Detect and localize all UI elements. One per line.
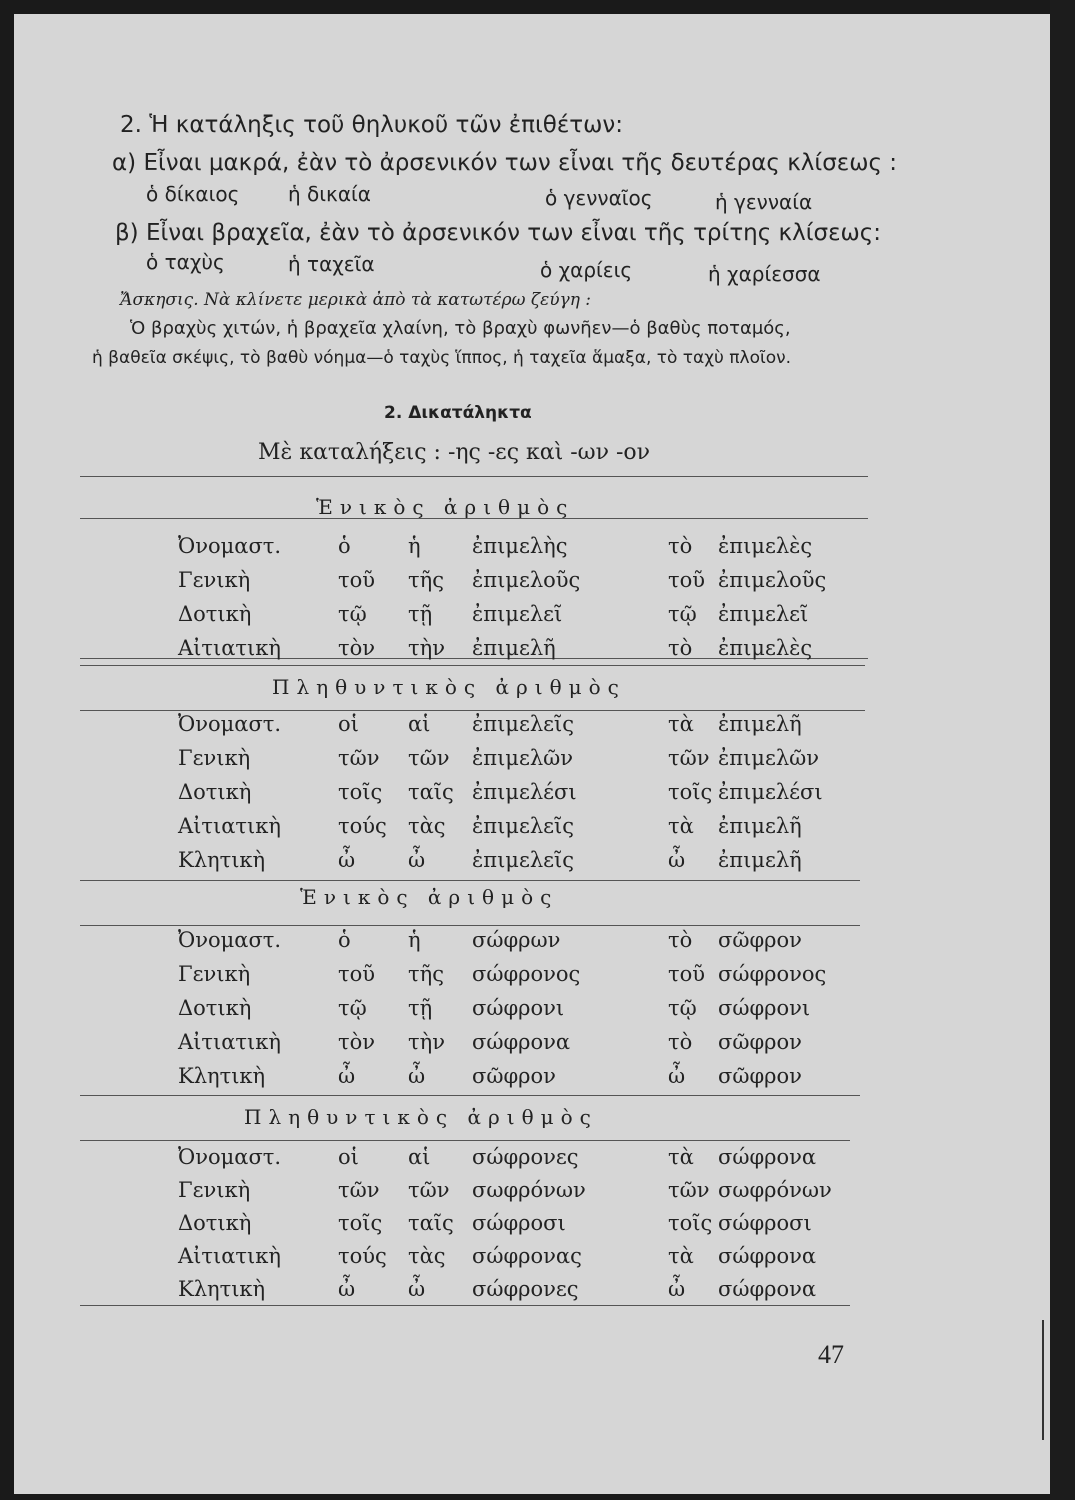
example-a-2: ἡ δικαία <box>288 182 371 206</box>
fem-article: τὴν <box>408 1030 445 1054</box>
neut-article: τοῖς <box>668 1211 713 1235</box>
fem-article: τῇ <box>408 602 433 626</box>
masc-fem-form: ἐπιμελεῖ <box>472 602 563 626</box>
fem-article: ὦ <box>408 1277 426 1301</box>
table-header: Ἑνικὸς ἀριθμὸς <box>316 495 575 519</box>
case-label: Γενικὴ <box>178 568 251 592</box>
fem-article: ὦ <box>408 1064 426 1088</box>
neut-article: τοῦ <box>668 568 706 592</box>
masc-article: τὸν <box>338 636 376 660</box>
case-label: Ὀνομαστ. <box>178 534 282 558</box>
neut-article: ὦ <box>668 1064 686 1088</box>
neut-form: ἐπιμελῆ <box>718 848 802 872</box>
fem-article: αἱ <box>408 712 431 736</box>
table-rule-line <box>80 925 860 926</box>
fem-article: ταῖς <box>408 1211 454 1235</box>
example-a-4: ἡ γενναία <box>715 190 813 214</box>
masc-fem-form: ἐπιμελεῖς <box>472 848 575 872</box>
case-label: Δοτικὴ <box>178 1211 252 1235</box>
neut-article: τὸ <box>668 636 693 660</box>
exercise-title: Ἄσκησις. Νὰ κλίνετε μερικὰ ἀπὸ τὰ κατωτέρω ζεύγη : <box>120 290 592 310</box>
neut-article: τὸ <box>668 1030 693 1054</box>
table-rule-line <box>80 1140 850 1141</box>
neut-article: τὰ <box>668 1244 694 1268</box>
masc-article: ὁ <box>338 534 351 558</box>
masc-article: τῷ <box>338 996 367 1020</box>
table-rule-line <box>80 710 865 711</box>
section-title: 2. Δικατάληκτα <box>384 403 532 423</box>
neut-article: τῷ <box>668 602 697 626</box>
neut-form: σώφρονα <box>718 1145 817 1169</box>
fem-article: ὦ <box>408 848 426 872</box>
case-label: Δοτικὴ <box>178 602 252 626</box>
neut-article: τῷ <box>668 996 697 1020</box>
case-label: Κλητικὴ <box>178 1064 266 1088</box>
neut-form: ἐπιμελέσι <box>718 780 823 804</box>
neut-form: ἐπιμελεῖ <box>718 602 809 626</box>
example-b-3: ὁ χαρίεις <box>540 258 633 282</box>
neut-article: τὸ <box>668 534 693 558</box>
table-header: Ἑνικὸς ἀριθμὸς <box>300 885 559 909</box>
table-rule-line <box>80 1305 850 1306</box>
case-label: Αἰτιατικὴ <box>178 814 281 838</box>
example-b-2: ἡ ταχεῖα <box>288 252 375 276</box>
masc-article: τοῦ <box>338 962 376 986</box>
fem-article: τὴν <box>408 636 445 660</box>
masc-fem-form: σώφρονες <box>472 1145 579 1169</box>
case-label: Αἰτιατικὴ <box>178 1030 281 1054</box>
masc-fem-form: ἐπιμελοῦς <box>472 568 581 592</box>
neut-form: ἐπιμελοῦς <box>718 568 827 592</box>
masc-fem-form: ἐπιμελῆ <box>472 636 556 660</box>
masc-fem-form: σῶφρον <box>472 1064 556 1088</box>
masc-fem-form: ἐπιμελεῖς <box>472 712 575 736</box>
masc-article: τούς <box>338 814 387 838</box>
table-header: Πληθυντικὸς ἀριθμὸς <box>272 675 626 699</box>
rule-a-text: α) Εἶναι μακρά, ἐὰν τὸ ἀρσενικόν των εἶναι τῆς δευτέρας κλίσεως : <box>112 150 898 176</box>
case-label: Δοτικὴ <box>178 996 252 1020</box>
case-label: Γενικὴ <box>178 1178 251 1202</box>
case-label: Δοτικὴ <box>178 780 252 804</box>
masc-fem-form: σωφρόνων <box>472 1178 586 1202</box>
neut-article: τὰ <box>668 712 694 736</box>
neut-form: σώφρονα <box>718 1244 817 1268</box>
fem-article: τὰς <box>408 814 446 838</box>
fem-article: ταῖς <box>408 780 454 804</box>
masc-fem-form: σώφροσι <box>472 1211 566 1235</box>
neut-form: ἐπιμελὲς <box>718 534 813 558</box>
case-label: Ὀνομαστ. <box>178 928 282 952</box>
rule-heading: 2. Ἡ κατάληξις τοῦ θηλυκοῦ τῶν ἐπιθέτων: <box>120 112 624 138</box>
neut-form: σώφροσι <box>718 1211 812 1235</box>
masc-fem-form: ἐπιμελῶν <box>472 746 574 770</box>
masc-fem-form: ἐπιμελὴς <box>472 534 568 558</box>
page-number: 47 <box>818 1340 844 1369</box>
fem-article: τῆς <box>408 962 444 986</box>
masc-fem-form: σώφρονος <box>472 962 581 986</box>
neut-form: σώφρονος <box>718 962 827 986</box>
neut-article: τὸ <box>668 928 693 952</box>
table-rule-line <box>80 665 865 666</box>
neut-form: ἐπιμελῶν <box>718 746 820 770</box>
case-label: Γενικὴ <box>178 746 251 770</box>
neut-form: ἐπιμελῆ <box>718 814 802 838</box>
neut-form: σῶφρον <box>718 1064 802 1088</box>
masc-article: τοῖς <box>338 780 383 804</box>
fem-article: τὰς <box>408 1244 446 1268</box>
scan-edge <box>1050 0 1075 1500</box>
exercise-line-2: ἡ βαθεῖα σκέψις, τὸ βαθὺ νόημα—ὁ ταχὺς ἵππος, ἡ ταχεῖα ἅμαξα, τὸ ταχὺ πλοῖον. <box>92 348 792 368</box>
neut-form: ἐπιμελὲς <box>718 636 813 660</box>
case-label: Ὀνομαστ. <box>178 712 282 736</box>
neut-form: σώφρονι <box>718 996 811 1020</box>
case-label: Ὀνομαστ. <box>178 1145 282 1169</box>
masc-fem-form: ἐπιμελέσι <box>472 780 577 804</box>
table-rule-line <box>80 880 860 881</box>
example-b-1: ὁ ταχὺς <box>146 250 225 274</box>
masc-article: τῶν <box>338 1178 380 1202</box>
rule-b-text: β) Εἶναι βραχεῖα, ἐὰν τὸ ἀρσενικόν των εἶναι τῆς τρίτης κλίσεως: <box>115 220 882 246</box>
fem-article: τῶν <box>408 1178 450 1202</box>
example-a-1: ὁ δίκαιος <box>146 182 240 206</box>
neut-article: τὰ <box>668 1145 694 1169</box>
masc-article: τὸν <box>338 1030 376 1054</box>
case-label: Κλητικὴ <box>178 848 266 872</box>
neut-article: τοῖς <box>668 780 713 804</box>
case-label: Αἰτιατικὴ <box>178 1244 281 1268</box>
neut-article: τὰ <box>668 814 694 838</box>
neut-article: ὦ <box>668 848 686 872</box>
table-header: Πληθυντικὸς ἀριθμὸς <box>244 1105 598 1129</box>
neut-form: σωφρόνων <box>718 1178 832 1202</box>
neut-article: ὦ <box>668 1277 686 1301</box>
example-a-3: ὁ γενναῖος <box>545 186 653 210</box>
fem-article: τῇ <box>408 996 433 1020</box>
neut-form: ἐπιμελῆ <box>718 712 802 736</box>
example-b-4: ἡ χαρίεσσα <box>708 262 821 286</box>
masc-article: ὦ <box>338 848 356 872</box>
page-edge-mark <box>1042 1320 1044 1440</box>
case-label: Γενικὴ <box>178 962 251 986</box>
table-rule-line <box>80 1095 860 1096</box>
masc-article: τῶν <box>338 746 380 770</box>
masc-article: τοῖς <box>338 1211 383 1235</box>
section-subtitle: Μὲ καταλήξεις : -ης -ες καὶ -ων -ον <box>258 440 651 465</box>
masc-fem-form: σώφρονας <box>472 1244 582 1268</box>
fem-article: ἡ <box>408 928 421 952</box>
neut-article: τῶν <box>668 1178 710 1202</box>
fem-article: τῶν <box>408 746 450 770</box>
case-label: Κλητικὴ <box>178 1277 266 1301</box>
masc-fem-form: σώφρονα <box>472 1030 571 1054</box>
masc-fem-form: σώφρονι <box>472 996 565 1020</box>
fem-article: τῆς <box>408 568 444 592</box>
masc-article: τούς <box>338 1244 387 1268</box>
fem-article: ἡ <box>408 534 421 558</box>
neut-article: τοῦ <box>668 962 706 986</box>
masc-article: οἱ <box>338 712 359 736</box>
case-label: Αἰτιατικὴ <box>178 636 281 660</box>
neut-form: σῶφρον <box>718 1030 802 1054</box>
exercise-line-1: Ὁ βραχὺς χιτών, ἡ βραχεῖα χλαίνη, τὸ βραχὺ φωνῆεν—ὁ βαθὺς ποταμός, <box>130 318 791 339</box>
masc-article: οἱ <box>338 1145 359 1169</box>
table-rule-line <box>80 476 868 477</box>
masc-article: ὦ <box>338 1277 356 1301</box>
masc-fem-form: ἐπιμελεῖς <box>472 814 575 838</box>
masc-article: ὦ <box>338 1064 356 1088</box>
neut-form: σῶφρον <box>718 928 802 952</box>
neut-form: σώφρονα <box>718 1277 817 1301</box>
masc-fem-form: σώφρονες <box>472 1277 579 1301</box>
masc-article: τῷ <box>338 602 367 626</box>
neut-article: τῶν <box>668 746 710 770</box>
masc-article: τοῦ <box>338 568 376 592</box>
fem-article: αἱ <box>408 1145 431 1169</box>
masc-article: ὁ <box>338 928 351 952</box>
masc-fem-form: σώφρων <box>472 928 561 952</box>
